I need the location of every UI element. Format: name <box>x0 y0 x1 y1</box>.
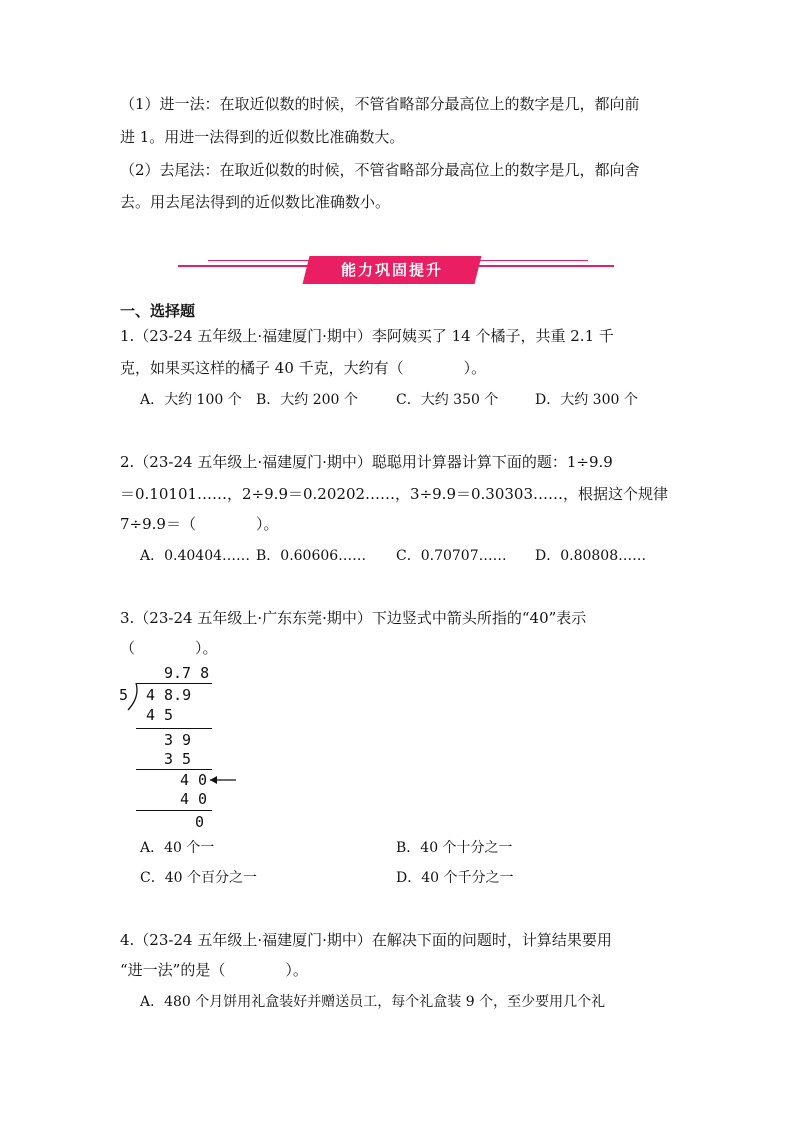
division-step-2: 3 9 <box>164 731 192 749</box>
q1-line-2: 克，如果买这样的橘子 40 千克，大约有（ ）。 <box>120 359 487 377</box>
division-bracket <box>126 683 140 711</box>
q4-option-a[interactable]: A．480 个月饼用礼盒装好并赠送员工，每个礼盒装 9 个，至少要用几个礼 <box>140 994 606 1010</box>
banner-line-right <box>458 265 614 267</box>
q2-line-3: 7÷9.9＝（ ）。 <box>120 515 279 533</box>
division-step-3: 3 5 <box>164 750 192 768</box>
division-rule-3 <box>136 810 212 811</box>
division-rule-2 <box>136 769 212 770</box>
division-quotient: 9.7 8 <box>164 664 210 682</box>
q2-line-1: 2.（23-24 五年级上·福建厦门·期中）聪聪用计算器计算下面的题：1÷9.9 <box>120 453 613 471</box>
arrow-icon <box>206 772 236 788</box>
banner-title: 能力巩固提升 <box>340 261 443 279</box>
division-bar <box>136 683 212 684</box>
division-step-5: 4 0 <box>180 790 208 808</box>
division-step-6: 0 <box>195 813 205 831</box>
q3-option-c[interactable]: C．40 个百分之一 <box>140 870 257 886</box>
q2-option-d[interactable]: D．0.80808…… <box>535 548 647 564</box>
q3-option-b[interactable]: B．40 个十分之一 <box>396 840 513 856</box>
q2-option-a[interactable]: A．0.40404…… <box>140 548 251 564</box>
intro-line-2: 进 1。用进一法得到的近似数比准确数大。 <box>120 128 405 146</box>
q1-option-c[interactable]: C．大约 350 个 <box>396 392 499 408</box>
q3-line-1: 3.（23-24 五年级上·广东东莞·期中）下边竖式中箭头所指的“40”表示 <box>120 609 587 627</box>
intro-line-3: （2）去尾法：在取近似数的时候，不管省略部分最高位上的数字是几，都向舍 <box>120 161 640 179</box>
division-divisor: 5 <box>119 686 129 704</box>
q1-option-d[interactable]: D．大约 300 个 <box>535 392 638 408</box>
q2-line-2: ＝0.10101……，2÷9.9＝0.20202……，3÷9.9＝0.30303……，根据这个规律 <box>120 485 669 503</box>
intro-line-4: 去。用去尾法得到的近似数比准确数小。 <box>120 193 391 211</box>
intro-line-1: （1）进一法：在取近似数的时候，不管省略部分最高位上的数字是几，都向前 <box>120 95 640 113</box>
banner-line-left <box>178 265 328 267</box>
q1-line-1: 1.（23-24 五年级上·福建厦门·期中）李阿姨买了 14 个橘子，共重 2.1 千 <box>120 327 614 345</box>
q3-option-a[interactable]: A．40 个一 <box>140 840 215 856</box>
division-rule-1 <box>136 728 212 729</box>
q3-option-d[interactable]: D．40 个千分之一 <box>396 870 514 886</box>
q2-option-b[interactable]: B．0.60606…… <box>256 548 367 564</box>
q2-option-c[interactable]: C．0.70707…… <box>396 548 507 564</box>
q1-option-b[interactable]: B．大约 200 个 <box>256 392 358 408</box>
division-dividend: 4 8.9 <box>146 686 192 704</box>
division-step-4: 4 0 <box>180 771 208 789</box>
section-banner <box>303 256 482 284</box>
division-step-1: 4 5 <box>146 706 174 724</box>
q4-line-2: “进一法”的是（ ）。 <box>120 961 308 979</box>
q3-line-2: （ ）。 <box>120 639 218 657</box>
q1-option-a[interactable]: A．大约 100 个 <box>140 392 242 408</box>
q4-line-1: 4.（23-24 五年级上·福建厦门·期中）在解决下面的问题时，计算结果要用 <box>120 931 612 949</box>
section-title: 一、选择题 <box>120 302 196 320</box>
